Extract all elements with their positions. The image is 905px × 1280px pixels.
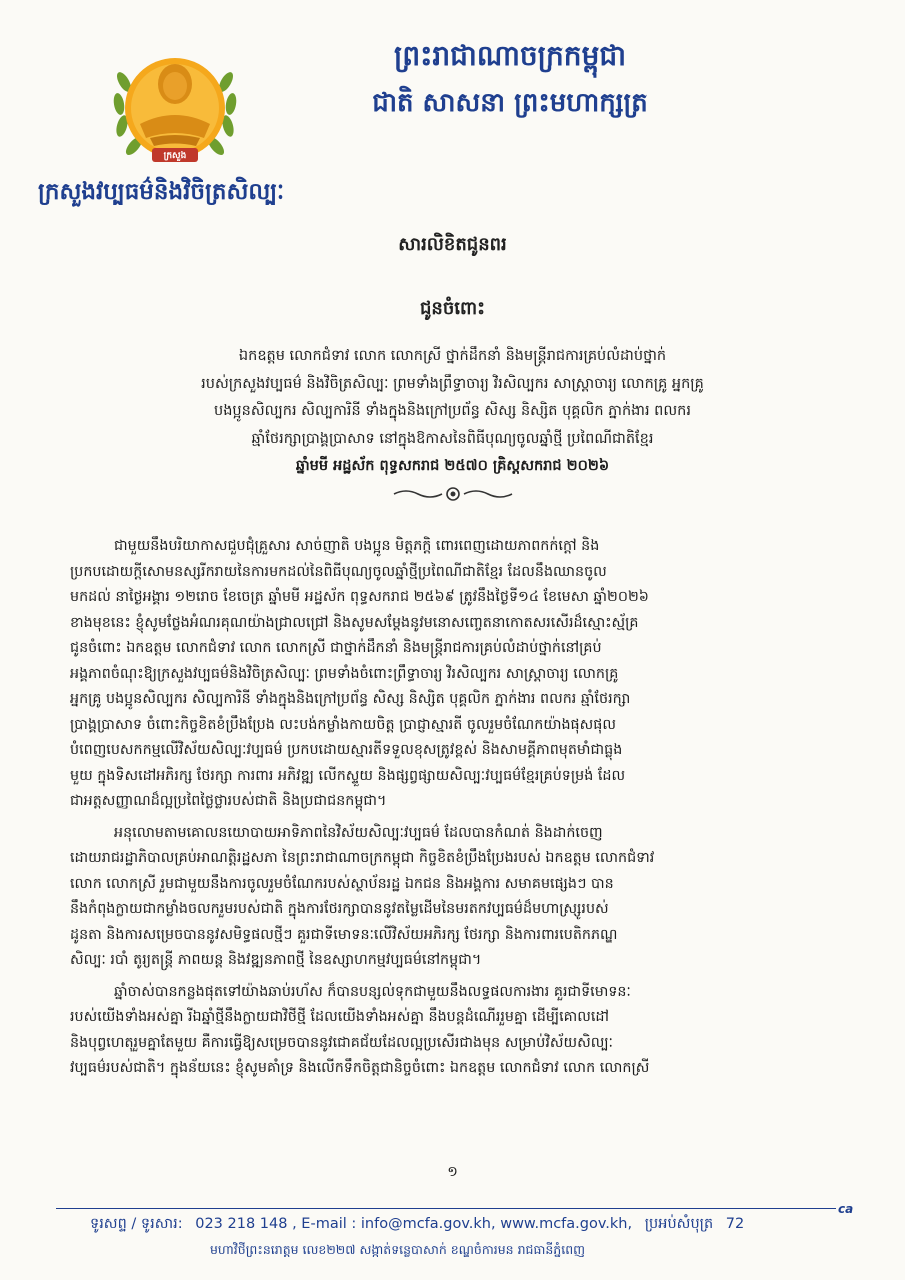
footer-address: មហាវិថីព្រះនរោត្តម លេខ២២៧ សង្កាត់ទន្លេបាសាក់ ខណ្ឌចំការមន រាជធានីភ្នំពេញ bbox=[210, 1242, 586, 1257]
body-line: ប្រកបដោយក្តីសោមនស្សរីករាយនៃការមកដល់នៃពិធីបុណ្យចូលឆ្នាំថ្មីប្រពៃណីជាតិខ្មែរ ដែលនឹងឈានចូល bbox=[70, 563, 607, 580]
to-heading: ជូនចំពោះ bbox=[419, 298, 486, 319]
body-line: បំពេញបេសកកម្មលើវិស័យសិល្បៈវប្បធម៌ ប្រកបដោយស្មារតីទទួលខុសត្រូវខ្ពស់ និងសាមគ្គីភាពមុតមាំជាធ្លុង bbox=[70, 742, 623, 758]
body-line: របស់យើងទាំងអស់គ្នា រីឯឆ្នាំថ្មីនឹងក្លាយជាវិថីថ្មី ដែលយើងទាំងអស់គ្នា នឹងបន្តដំណើររួមគ្នា ដើម្បីគោលដៅ bbox=[70, 1009, 610, 1025]
body-line: សិល្បៈ របាំ តូរ្យតន្ត្រី ភាពយន្ត និងវឌ្ឍនភាពថ្មី នៃឧស្សាហកម្មវប្បធម៌នៅកម្ពុជា។ bbox=[70, 952, 482, 968]
ornament-divider bbox=[392, 486, 514, 502]
kingdom-heading: ព្រះរាជាណាចក្រកម្ពុជា bbox=[393, 39, 626, 72]
letter-title: សារលិខិតជូនពរ bbox=[398, 234, 507, 255]
body-line: ជូនចំពោះ ឯកឧត្តម លោកជំទាវ លោក លោកស្រី ជាថ្នាក់ដឹកនាំ និងមន្ត្រីរាជការគ្រប់លំដាប់ថ្នាក់នៅគ្រប់ bbox=[70, 640, 602, 656]
body-line: ដោយរាជរដ្ឋាភិបាលគ្រប់អាណត្តិរដ្ឋសភា នៃព្រះរាជាណាចក្រកម្ពុជា កិច្ចខិតខំប្រឹងប្រែងរបស់ ឯកឧត្តម លោកជំទាវ bbox=[70, 850, 655, 866]
recipient-date-line: ឆ្នាំមមី អដ្ឋស័ក ពុទ្ធសករាជ ២៥៧០ គ្រិស្តសករាជ ២០២៦ bbox=[295, 458, 610, 474]
logo-caption: ក្រសួង bbox=[163, 151, 187, 161]
body-line: នឹងកំពុងក្លាយជាកម្លាំងចលករួមរបស់ជាតិ ក្នុងការថែរក្សាបាននូវតម្លៃដើមនៃមរតកវប្បធម៌ដ៏មហាស្ស្រូរបស់ bbox=[70, 901, 609, 917]
recipient-line: ឆ្មាំថែរក្សាប្រាង្គប្រាសាទ នៅក្នុងឱកាសនៃពិធីបុណ្យចូលឆ្នាំថ្មី ប្រពៃណីជាតិខ្មែរ bbox=[251, 430, 654, 447]
body-line: អង្គភាពចំណុះឱ្យក្រសួងវប្បធម៌និងវិចិត្រសិល្បៈ ព្រមទាំងចំពោះព្រឹទ្ធាចារ្យ វិរសិល្បករ សាស្ត្រាចារ្យ លោកគ្រូ bbox=[70, 665, 619, 682]
body-line: អនុលោមតាមគោលនយោបាយអាទិភាពនៃវិស័យសិល្បៈវប្បធម៌ ដែលបានកំណត់ និងដាក់ចេញ bbox=[114, 824, 603, 841]
recipient-line: ឯកឧត្តម លោកជំទាវ លោក លោកស្រី ថ្នាក់ដឹកនាំ និងមន្ត្រីរាជការគ្រប់លំដាប់ថ្នាក់ bbox=[238, 348, 667, 364]
body-line: ឆ្នាំចាស់បានកន្លងផុតទៅយ៉ាងឆាប់រហ័ស ក៏បានបន្សល់ទុកជាមួយនឹងលទ្ធផលការងារ គួរជាទីមោទនៈ bbox=[114, 983, 631, 1000]
letter-body bbox=[70, 528, 836, 1088]
body-line: មកដល់ នាថ្ងៃអង្គារ ១២រោច ខែចេត្រ ឆ្នាំមមី អដ្ឋស័ក ពុទ្ធសករាជ ២៥៦៩ ត្រូវនឹងថ្ងៃទី១៤ ខែមេសា ឆ្នាំ២០២៦ bbox=[70, 589, 649, 605]
body-line: ជាអត្តសញ្ញាណដ៏ល្អប្រពៃថ្លៃថ្លារបស់ជាតិ និងប្រជាជនកម្ពុជា។ bbox=[70, 793, 387, 809]
body-line: អ្នកគ្រូ បងប្អូនសិល្បករ សិល្បការិនី ទាំងក្នុងនិងក្រៅប្រព័ន្ធ សិស្ស និស្សិត បុគ្គលិក ភ្នាក់ងារ ពលករ ឆ្មាំថែរក្សា bbox=[70, 691, 631, 707]
footer-initials: ca bbox=[838, 1202, 854, 1216]
footer-divider bbox=[56, 1208, 836, 1209]
body-line: ខាងមុខនេះ ខ្ញុំសូមថ្លែងអំណរគុណយ៉ាងជ្រាលជ្រៅ និងសូមសម្តែងនូវមនោសញ្ចេតនាកោតសរសើរដ៏ស្មោះស្ម័គ្រ bbox=[70, 614, 639, 631]
ministry-name: ក្រសួងវប្បធម៌និងវិចិត្រសិល្បៈ bbox=[38, 179, 285, 205]
page-number: ១ bbox=[447, 1164, 458, 1180]
body-line: ប្រាង្គប្រាសាទ ចំពោះកិច្ចខិតខំប្រឹងប្រែង លះបង់កម្លាំងកាយចិត្ត ប្រាជ្ញាស្មារតី ចូលរួមចំណែកយ៉ាងផុសផុល bbox=[70, 716, 616, 733]
recipient-line: របស់ក្រសួងវប្បធម៌ និងវិចិត្រសិល្បៈ ព្រមទាំងព្រឹទ្ធាចារ្យ វិរសិល្បករ សាស្ត្រាចារ្យ លោកគ្រូ អ្នកគ្រូ bbox=[201, 375, 704, 392]
contact-details: 023 218 148 , E-mail : info@mcfa.gov.kh, www.mcfa.gov.kh, bbox=[195, 1216, 633, 1232]
body-line: លោក លោកស្រី រួមជាមួយនឹងការចូលរួមចំណែករបស់ស្ថាប័នរដ្ឋ ឯកជន និងអង្គការ សមាគមផ្សេងៗ បាន bbox=[70, 875, 614, 892]
body-line: វប្បធម៌របស់ជាតិ។ ក្នុងន័យនេះ ខ្ញុំសូមគាំទ្រ និងលើកទឹកចិត្តជានិច្ចចំពោះ ឯកឧត្តម លោកជំទាវ លោក លោកស្រី bbox=[70, 1060, 650, 1076]
body-line: ជាមួយនឹងបរិយាកាសជួបជុំគ្រួសារ សាច់ញាតិ បងប្អូន មិត្តភក្តិ ពោរពេញដោយភាពកក់ក្តៅ និង bbox=[114, 538, 600, 554]
body-line: មួយ ក្នុងទិសដៅអភិរក្ស ថែរក្សា ការពារ អភិវឌ្ឍ លើកស្ទួយ និងផ្សព្វផ្សាយសិល្បៈវប្បធម៌ខ្មែរគ្រប់ទម្រង់ ដែល bbox=[70, 767, 626, 784]
body-line: ដូនតា និងការសម្រេចបាននូវសមិទ្ធផលថ្មីៗ គួរជាទីមោទនៈលើវិស័យអភិរក្ស ថែរក្សា និងការពារបេតិកភណ្ឌ bbox=[70, 926, 618, 943]
footer-contact-line bbox=[90, 1215, 870, 1236]
national-motto: ជាតិ សាសនា ព្រះមហាក្សត្រ bbox=[372, 88, 648, 118]
recipients-block bbox=[90, 343, 815, 481]
pobox-number: 72 bbox=[725, 1216, 745, 1232]
body-line: និងបុព្វហេតុរួមគ្នាតែមួយ គឺការធ្វើឱ្យសម្រេចបាននូវជោគជ័យដែលល្អប្រសើរជាងមុន សម្រាប់វិស័យសិល្បៈ bbox=[70, 1034, 613, 1051]
recipient-line: បងប្អូនសិល្បករ សិល្បការិនី ទាំងក្នុងនិងក្រៅប្រព័ន្ធ សិស្ស និស្សិត បុគ្គលិក ភ្នាក់ងារ ពលករ bbox=[214, 403, 691, 419]
pobox-label: ប្រអប់សំបុត្រ bbox=[644, 1216, 714, 1232]
phone-label: ទូរសព្ទ / ទូរសារ: bbox=[90, 1216, 183, 1232]
